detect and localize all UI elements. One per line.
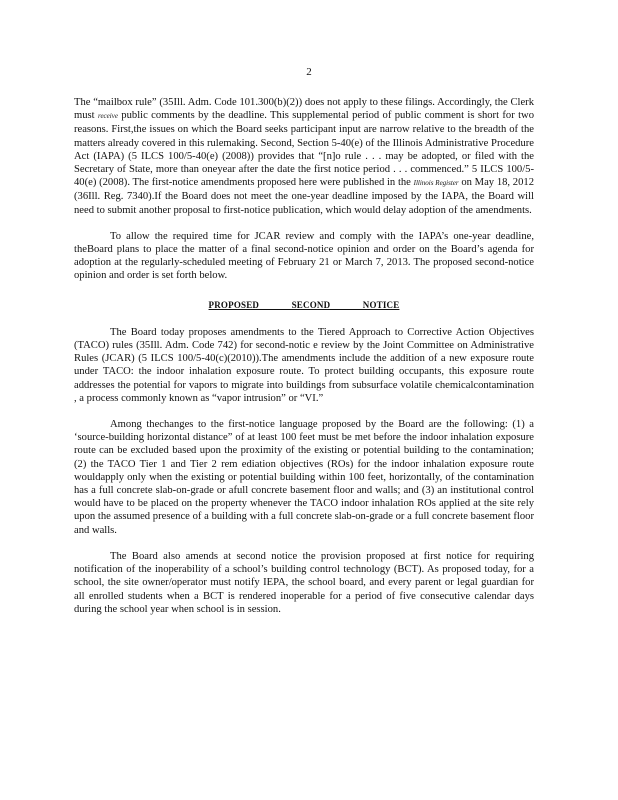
paragraph-text: The “mailbox rule” (35Ill. Adm. Code 101.300(b)(2)) does not apply to these filings. Accordingly, the Clerk must [74, 97, 534, 122]
paragraph-jcar-review: To allow the required time for JCAR review and comply with the IAPA’s one-year deadline, theBoard plans to place the matter of a final second-notice opinion and order on the Board’s agenda for adoption at the regularly-scheduled meeting of February 21 or March 7, 2013. The proposed second-notice opinion and order is set forth below. [74, 230, 534, 282]
italic-receive: receive [97, 112, 118, 121]
document-body [74, 96, 534, 616]
paragraph-changes: Among thechanges to the first-notice language proposed by the Board are the following: (1) a ‘source-building horizontal distance” of at least 100 feet must be met before the indoor inhalation exposure route can be excluded based upon the proximity of the existing or potential building to the contamination; (2) the TACO Tier 1 and Tier 2 rem ediation objectives (ROs) for the indoor inhalation exposure route wouldapply only when the existing or potential building within 100 feet, horizontally, of the contamination has a full concrete slab-on-grade or afull concrete basement floor and walls; and (3) an institutional control would have to be placed on the property whenever the TACO indoor inhalation ROs applied at the site rely upon the assumed presence of a building with a full concrete slab-on-grade or a full concrete basement floor and walls. [74, 419, 534, 536]
page-number: 2 [306, 66, 312, 78]
paragraph-taco-amendments: The Board today proposes amendments to the Tiered Approach to Corrective Action Objectives (TACO) rules (35Ill. Adm. Code 742) for second-notic e review by the Joint Committee on Administrative Rules (JCAR) (5 ILCS 100/5-40(c)(2010)).The amendments include the addition of a new exposure route under TACO: the indoor inhalation exposure route. To protect building occupants, this exposure route addresses the potential for vapors to migrate into buildings from subsurface volatile chemicalcontamination , a process commonly known as “vapor intrusion” or “VI.” [74, 326, 534, 404]
paragraph-mailbox-rule [74, 96, 534, 217]
italic-illinois-register: Illinois Register [413, 179, 459, 188]
paragraph-text: on May 18, 2012 (36Ill. Reg. 7340).If the Board does not meet the one-year deadline imposed by the IAPA, the Board will need to submit another proposal to first-notice publication, which would delay adoption of the amendments. [74, 177, 534, 216]
paragraph-school-bct: The Board also amends at second notice the provision proposed at first notice for requiring notification of the inoperability of a school’s building control technology (BCT). As proposed today, for a school, the site owner/operator must notify IEPA, the school board, and every parent or legal guardian for all enrolled students when a BCT is rendered inoperable for a period of five consecutive calendar days during the school year when school is in session. [74, 550, 534, 615]
section-heading: PROPOSED SECOND NOTICE [208, 299, 400, 310]
paragraph-text: public comments by the deadline. This supplemental period of public comment is short for two reasons. First,the issues on which the Board seeks participant input are narrow relative to the breadth of the matters already covered in this rulemaking. Second, Section 5-40(e) of the Illinois Administrative Procedure Act (IAPA) (5 ILCS 100/5-40(e) (2008)) provides that “[n]o rule . . . may be adopted, or filed with the Secretary of State, more than oneyear after the date the first notice period . . . commenced.” 5 ILCS 100/5-40(e) (2008). The first-notice amendments proposed here were published in the [74, 110, 534, 189]
